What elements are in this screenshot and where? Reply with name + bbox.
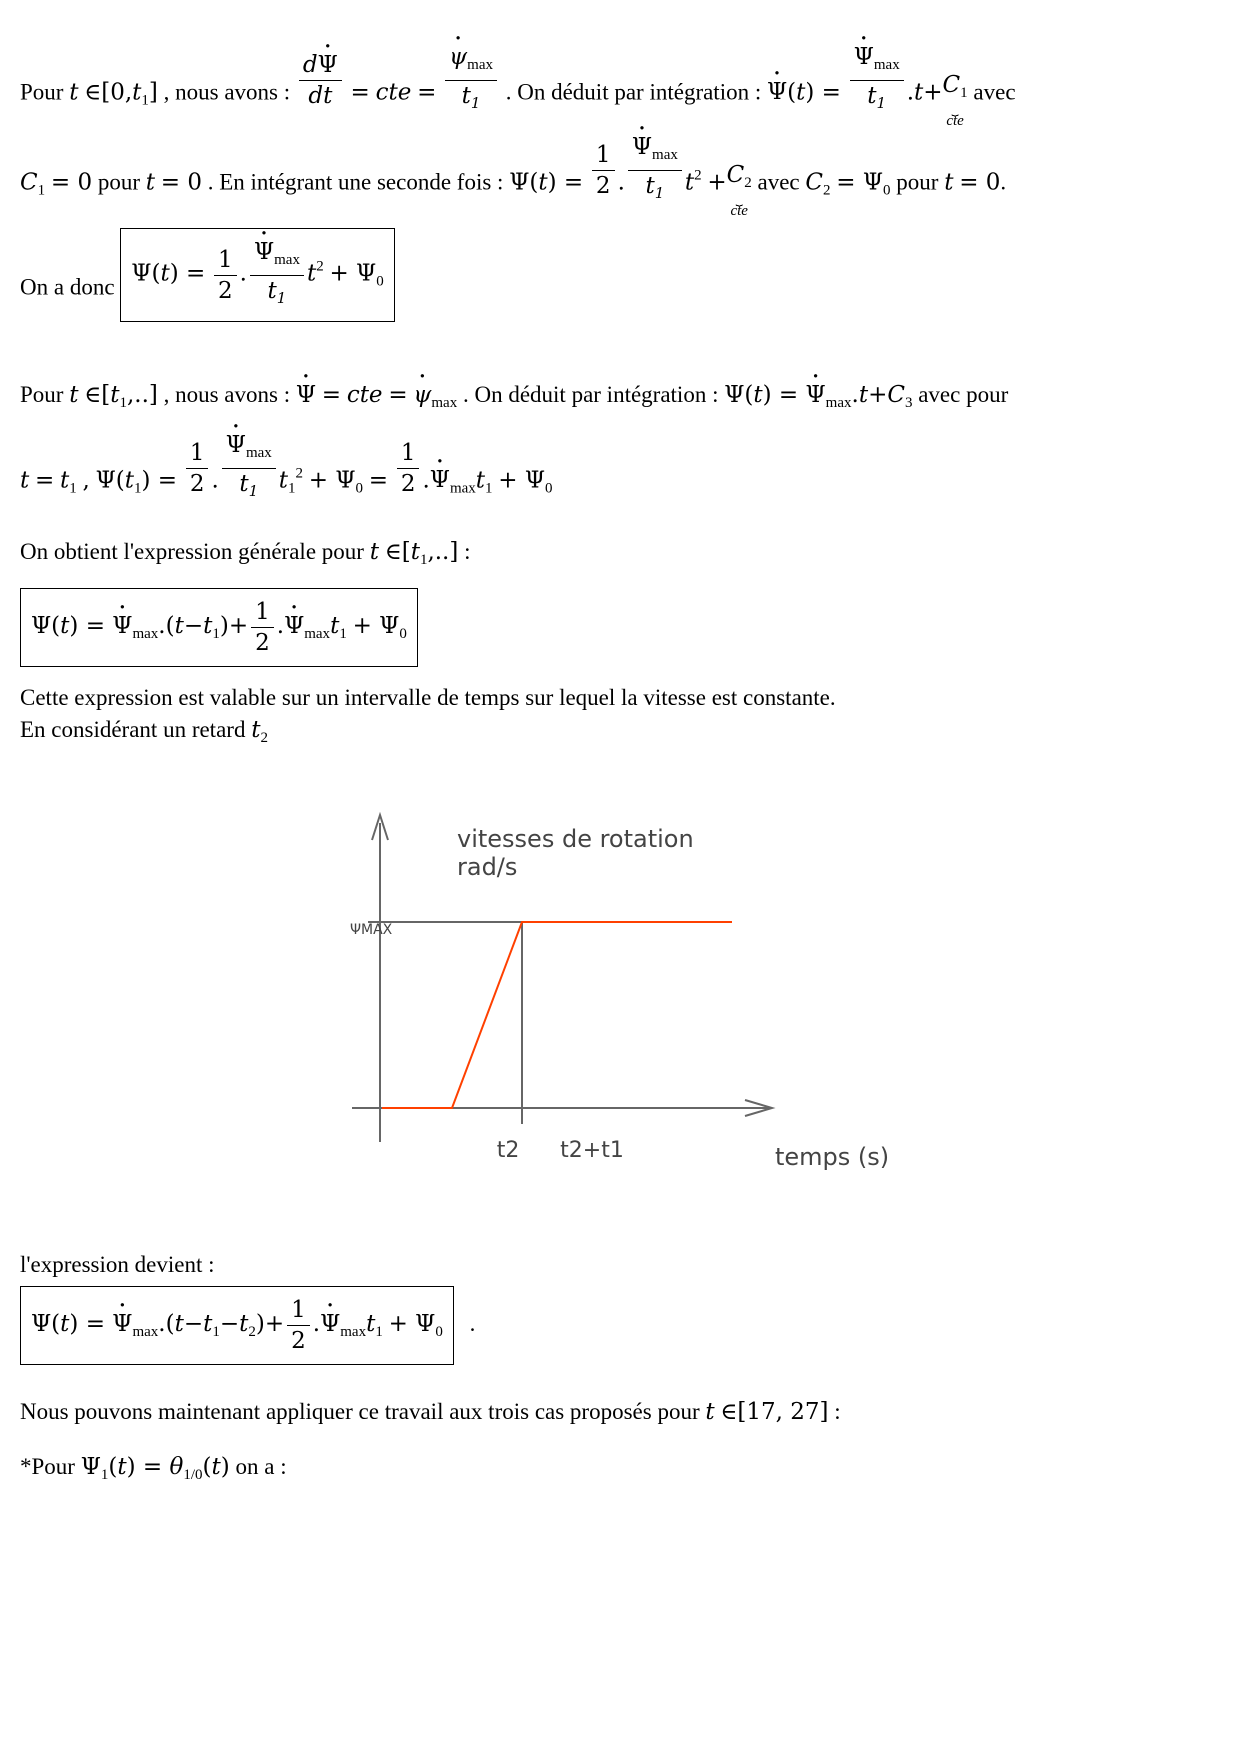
- paragraph-2: $C_1 = 0$ pour t = 0 . En intégrant une seconde fois : Ψ(t) = $\frac{1}{2}$ . · $\frac{\Psi_{max}}{t_1}$ $t^2 +C_2$ ⏟ cte avec $C_2 = \Psi_0$ pour t = 0.: [20, 160, 1006, 218]
- text-nous-avons: , nous avons :: [163, 382, 291, 407]
- text-pour: Pour: [20, 79, 64, 105]
- paragraph-4: Pour t $\in[t_1,..]$ , nous avons : · Ψ = cte = · $\psi_{max}$ . On déduit par intégration : Ψ(t) = · $\Psi_{max}.t+C_3$ avec pour: [20, 380, 1008, 418]
- paragraph-10: Ψ(t) = · $\Psi_{max}.(t-t_1-t_2)+$ $\frac{1}{2}$ .· $\Psi_{max}t_1 + \Psi_0$ .: [20, 1286, 475, 1365]
- text-deduit: . On déduit par intégration :: [462, 382, 719, 407]
- speed-chart: [340, 810, 920, 1190]
- paragraph-9: l'expression devient :: [20, 1252, 215, 1277]
- paragraph-6: On obtient l'expression générale pour t $\in[t_1,..]$ :: [20, 539, 471, 568]
- text-pour-2: pour: [896, 169, 939, 195]
- text-on-a: on a :: [235, 1454, 287, 1479]
- text-expression-generale: On obtient l'expression générale pour: [20, 539, 364, 564]
- paragraph-12: *Pour $\Psi_1(t) = \theta_{1/0}(t)$ on a :: [20, 1454, 287, 1483]
- text-pour: Pour: [20, 382, 64, 407]
- paragraph-8-line-1: Cette expression est valable sur un intervalle de temps sur lequel la vitesse est constante.: [20, 685, 836, 710]
- text-nous-avons: , nous avons :: [163, 79, 291, 105]
- paragraph-7: [20, 588, 418, 667]
- x-tick-label-t2-plus-t1: t2+t1: [560, 1138, 624, 1163]
- math-interval: [17, 27]: [737, 1399, 829, 1425]
- text-integrant: . En intégrant une seconde fois :: [207, 169, 504, 195]
- chart-title: vitesses de rotation: [457, 825, 694, 853]
- text-avec: avec: [757, 169, 800, 195]
- boxed-formula-3: Ψ(t) = · $\Psi_{max}.(t-t_1-t_2)+$ $\frac{1}{2}$ .· $\Psi_{max}t_1 + \Psi_0$: [20, 1286, 454, 1365]
- boxed-formula-2: Ψ(t) = · $\Psi_{max}.(t-t_1)+$ $\frac{1}{2}$ .· $\Psi_{max}t_1 + \Psi_0$: [20, 588, 418, 667]
- text-trois-cas: Nous pouvons maintenant appliquer ce travail aux trois cas proposés pour: [20, 1399, 700, 1424]
- chart-xlabel: temps (s): [775, 1143, 890, 1171]
- text-avec: avec: [973, 79, 1016, 105]
- boxed-formula-1: Ψ(t) = $\frac{1}{2}$ . · $\frac{\Psi_{max}}{t_1}$ $t^2 + \Psi_0$: [120, 228, 394, 322]
- paragraph-3: [20, 239, 395, 322]
- paragraph-5: $t = t_1$ , $\Psi(t_1)$ = $\frac{1}{2}$ . · $\frac{\Psi_{max}}{t_1}$ $t_1^2 + \Psi_0$ = $\frac{1}{2}$ .· $\Psi_{max}t_1 + \Psi_0$: [20, 458, 553, 506]
- text-pour: *Pour: [20, 1454, 75, 1479]
- text-retard: En considérant un retard: [20, 717, 246, 742]
- text-deduit: . On déduit par intégration :: [505, 79, 762, 105]
- text-pour: pour: [97, 169, 140, 195]
- text-on-a-donc: On a donc: [20, 274, 115, 300]
- paragraph-1: Pour t $\in[0,t_1]$ , nous avons : $\frac{d\cdot \Psi}{dt}$ = cte = · $\frac{\psi_{max}}{t_1}$ . On déduit par intégration : · Ψ(t) = · $\frac{\Psi_{max}}{t_1}$ $.t+C_1$ ⏟ cte avec: [20, 70, 1016, 128]
- paragraph-11: Nous pouvons maintenant appliquer ce travail aux trois cas proposés pour t ∈[17, 27] :: [20, 1399, 841, 1425]
- chart-axes: [352, 815, 772, 1142]
- x-tick-label-t2: t2: [496, 1138, 520, 1163]
- math-cte: cte: [375, 79, 412, 106]
- series-line-0: [382, 922, 732, 1108]
- chart-series: [382, 922, 732, 1108]
- y-tick-label-psimax: ΨMAX: [350, 922, 393, 938]
- text-avec-pour: avec pour: [918, 382, 1009, 407]
- paragraph-8-line-2: En considérant un retard $t_2$: [20, 717, 268, 746]
- chart-ylabel: rad/s: [457, 853, 518, 881]
